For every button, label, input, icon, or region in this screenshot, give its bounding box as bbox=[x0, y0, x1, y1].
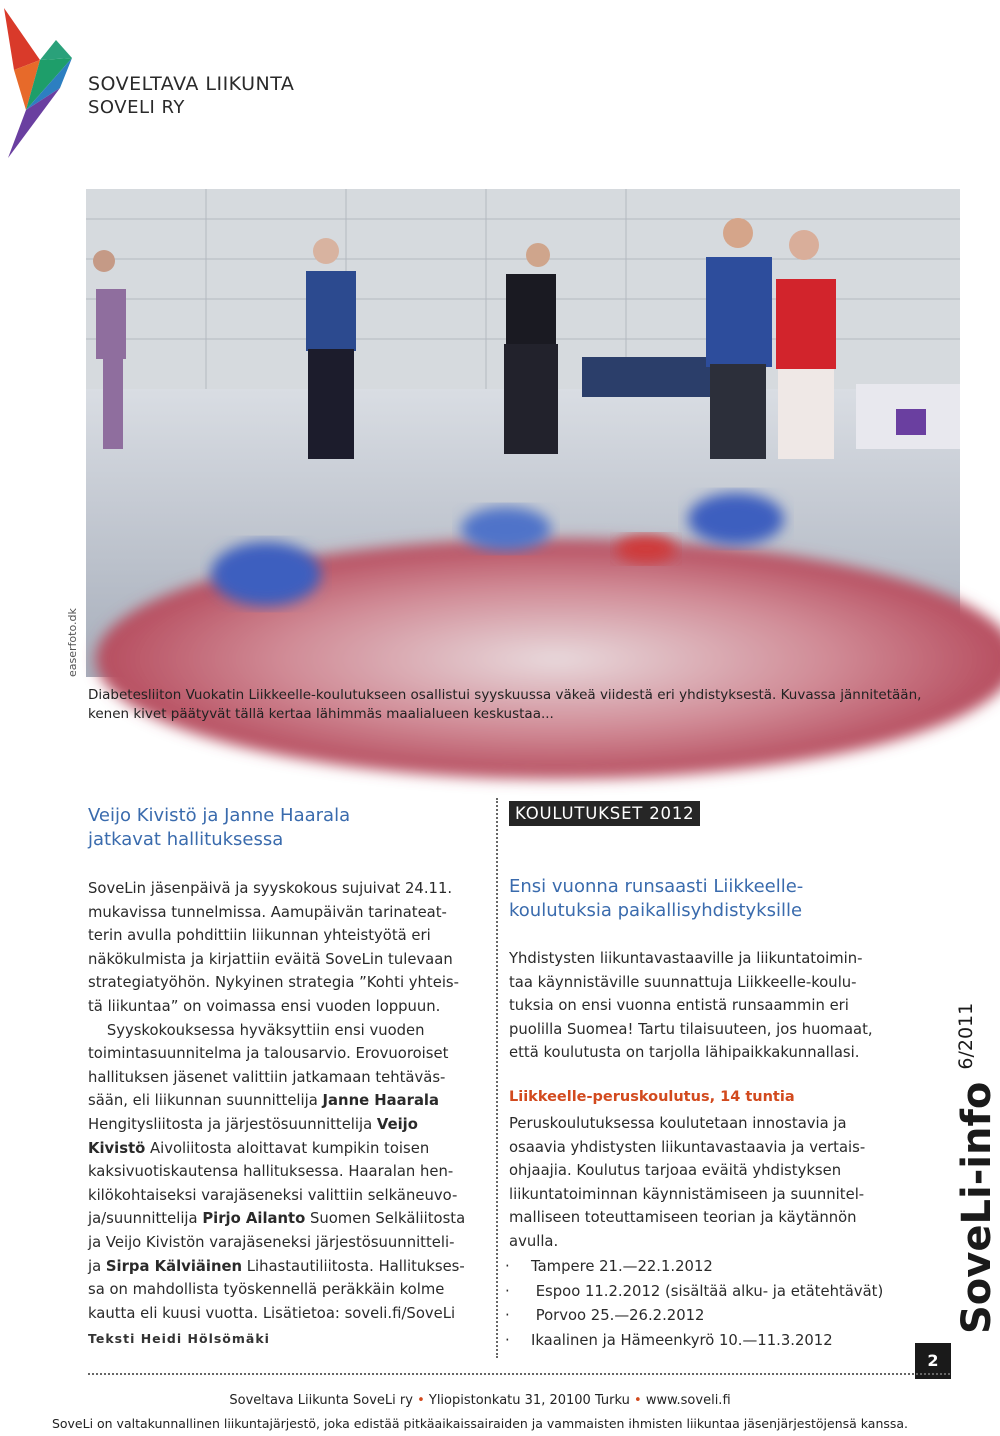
heading-line: koulutuksia paikallisyhdistyksille bbox=[509, 900, 803, 921]
body-line: SoveLin jäsenpäivä ja syyskokous sujuivat 24.11. bbox=[88, 880, 453, 897]
person-name: Veijo bbox=[376, 1115, 418, 1133]
heading-line: Veijo Kivistö ja Janne Haarala bbox=[88, 805, 351, 826]
section-label: KOULUTUKSET 2012 bbox=[509, 801, 700, 826]
body-line bbox=[88, 1255, 483, 1279]
body-line bbox=[88, 1089, 483, 1113]
bullet-dot: · bbox=[505, 1307, 510, 1325]
body-line: tuksia on ensi vuonna entistä runsaammin eri bbox=[509, 997, 849, 1015]
masthead-vertical bbox=[954, 1003, 1000, 1334]
caption-line: Diabetesliiton Vuokatin Liikkeelle-koulutukseen osallistui syyskuussa väkeä viidestä eri yhdistyksestä. Kuvassa jännitetään, bbox=[88, 687, 922, 703]
body-line: toimintasuunnitelma ja talousarvio. Erovuoroiset bbox=[88, 1045, 449, 1063]
article-author: Teksti Heidi Hölsömäki bbox=[88, 1331, 270, 1346]
bullet-dot: · bbox=[505, 1331, 510, 1349]
left-article-heading bbox=[88, 804, 448, 852]
body-line: malliseen toteuttamiseen teorian ja käytännön bbox=[509, 1209, 857, 1227]
body-line: ohjaajia. Koulutus tarjoaa eväitä yhdistyksen bbox=[509, 1162, 842, 1180]
body-line: hallituksen jäsenet valittiin jatkamaan tehtäväs- bbox=[88, 1068, 446, 1086]
body-line: Peruskoulutuksessa koulutetaan innostavia ja bbox=[509, 1115, 847, 1132]
bullet-dot: · bbox=[505, 1258, 510, 1275]
body-line: taa käynnistäville suunnattuja Liikkeelle-koulu- bbox=[509, 973, 857, 991]
footer-separator: • bbox=[417, 1393, 425, 1408]
body-line: strategiatyöhön. Nykyinen strategia ”Kohti yhteis- bbox=[88, 974, 459, 992]
body-line: terin avulla pohdittiin liikunnan yhteistyötä eri bbox=[88, 927, 431, 945]
event-text: Ikaalinen ja Hämeenkyrö 10.—11.3.2012 bbox=[531, 1331, 833, 1349]
org-name-line1: SOVELTAVA LIIKUNTA bbox=[88, 73, 295, 95]
bullet-dot: · bbox=[505, 1282, 510, 1300]
curling-photo bbox=[86, 189, 960, 677]
footer-divider bbox=[88, 1373, 950, 1375]
page-number: 2 bbox=[915, 1343, 951, 1379]
photo-caption bbox=[88, 686, 948, 724]
right-article-body bbox=[509, 1112, 909, 1254]
person-name: Janne Haarala bbox=[322, 1092, 439, 1110]
event-item bbox=[505, 1304, 883, 1329]
heading-line: Ensi vuonna runsaasti Liikkeelle- bbox=[509, 876, 804, 897]
body-line: Yhdistysten liikuntavastaaville ja liikuntatoimin- bbox=[509, 950, 863, 967]
footer-contact bbox=[0, 1393, 960, 1408]
event-text: Espoo 11.2.2012 (sisältää alku- ja etätehtävät) bbox=[531, 1282, 884, 1300]
person-name: Pirjo Ailanto bbox=[202, 1210, 306, 1228]
heading-line: jatkavat hallituksessa bbox=[88, 829, 284, 850]
soveli-logo-mark bbox=[0, 0, 90, 160]
event-list bbox=[505, 1255, 883, 1353]
right-article-intro bbox=[509, 947, 909, 1065]
event-item bbox=[505, 1255, 883, 1280]
footer-tagline: SoveLi on valtakunnallinen liikuntajärjestö, joka edistää pitkäaikaissairaiden ja vammaisten ihmisten liikuntaa jäsenjärjestöjensä kanssa. bbox=[51, 1416, 909, 1431]
body-line: ja Veijo Kivistön varajäseneksi järjestösuunnitteli- bbox=[88, 1233, 455, 1251]
body-line: osaavia yhdistysten liikuntavastaavia ja vertais- bbox=[509, 1138, 866, 1156]
body-line: että koulutusta on tarjolla lähipaikkakunnallasi. bbox=[509, 1044, 860, 1062]
photo-credit: easerfoto.dk bbox=[66, 608, 79, 677]
masthead-issue: 6/2011 bbox=[955, 1002, 977, 1070]
body-line: näkökulmista ja kirjattiin eväitä SoveLin tulevaan bbox=[88, 950, 453, 968]
event-text: Tampere 21.—22.1.2012 bbox=[531, 1258, 713, 1275]
column-divider bbox=[496, 798, 498, 1358]
footer-separator: • bbox=[634, 1393, 642, 1408]
footer-org: Soveltava Liikunta SoveLi ry bbox=[229, 1393, 413, 1408]
left-article-body bbox=[88, 877, 483, 1325]
person-name: Kivistö bbox=[88, 1139, 146, 1157]
body-line: avulla. bbox=[509, 1232, 559, 1250]
caption-line: kenen kivet päätyvät tällä kertaa lähimmäs maalialueen keskustaa... bbox=[88, 706, 554, 722]
body-text: Suomen Selkäliitosta bbox=[305, 1210, 466, 1228]
body-text: ja/suunnittelija bbox=[88, 1210, 203, 1228]
right-article-heading bbox=[509, 875, 803, 923]
event-item bbox=[505, 1329, 883, 1354]
body-line: kautta eli kuusi vuotta. Lisätietoa: soveli.fi/SoveLi bbox=[88, 1304, 456, 1322]
body-line bbox=[88, 1113, 483, 1137]
person-name: Sirpa Kälviäinen bbox=[105, 1257, 243, 1275]
body-text: Aivoliitosta aloittavat kumpikin toisen bbox=[145, 1139, 430, 1157]
body-line bbox=[88, 1137, 483, 1161]
event-item bbox=[505, 1280, 883, 1305]
body-text: Lihastautiliitosta. Hallitukses- bbox=[242, 1257, 465, 1275]
body-line: sa on mahdollista työskennellä peräkkäin kolme bbox=[88, 1281, 445, 1299]
footer-website-link[interactable]: www.soveli.fi bbox=[645, 1393, 731, 1408]
body-text: Hengitysliitosta ja järjestösuunnittelija bbox=[88, 1115, 377, 1133]
body-text: ja bbox=[88, 1257, 106, 1275]
course-subheading: Liikkeelle-peruskoulutus, 14 tuntia bbox=[509, 1089, 795, 1105]
body-line: liikuntatoiminnan käynnistämiseen ja suunnitel- bbox=[509, 1185, 865, 1203]
body-line: kaksivuotiskautensa hallituksessa. Haaralan hen- bbox=[88, 1163, 454, 1181]
org-name-line2: SOVELI RY bbox=[88, 97, 185, 118]
masthead-brand: SoveLi-info bbox=[954, 1081, 1000, 1334]
body-line bbox=[88, 1207, 483, 1231]
body-line: tä liikuntaa” on voimassa ensi vuoden loppuun. bbox=[88, 997, 441, 1015]
body-text: sään, eli liikunnan suunnittelija bbox=[88, 1092, 323, 1110]
body-line: kilökohtaiseksi varajäseneksi valittiin selkäneuvo- bbox=[88, 1186, 458, 1204]
body-line: puolilla Suomea! Tartu tilaisuuteen, jos huomaat, bbox=[509, 1020, 873, 1038]
footer-address: Yliopistonkatu 31, 20100 Turku bbox=[428, 1393, 630, 1408]
body-line: mukavissa tunnelmissa. Aamupäivän tarinateat- bbox=[88, 903, 447, 921]
event-text: Porvoo 25.—26.2.2012 bbox=[531, 1307, 705, 1325]
body-line: Syyskokouksessa hyväksyttiin ensi vuoden bbox=[88, 1021, 425, 1039]
